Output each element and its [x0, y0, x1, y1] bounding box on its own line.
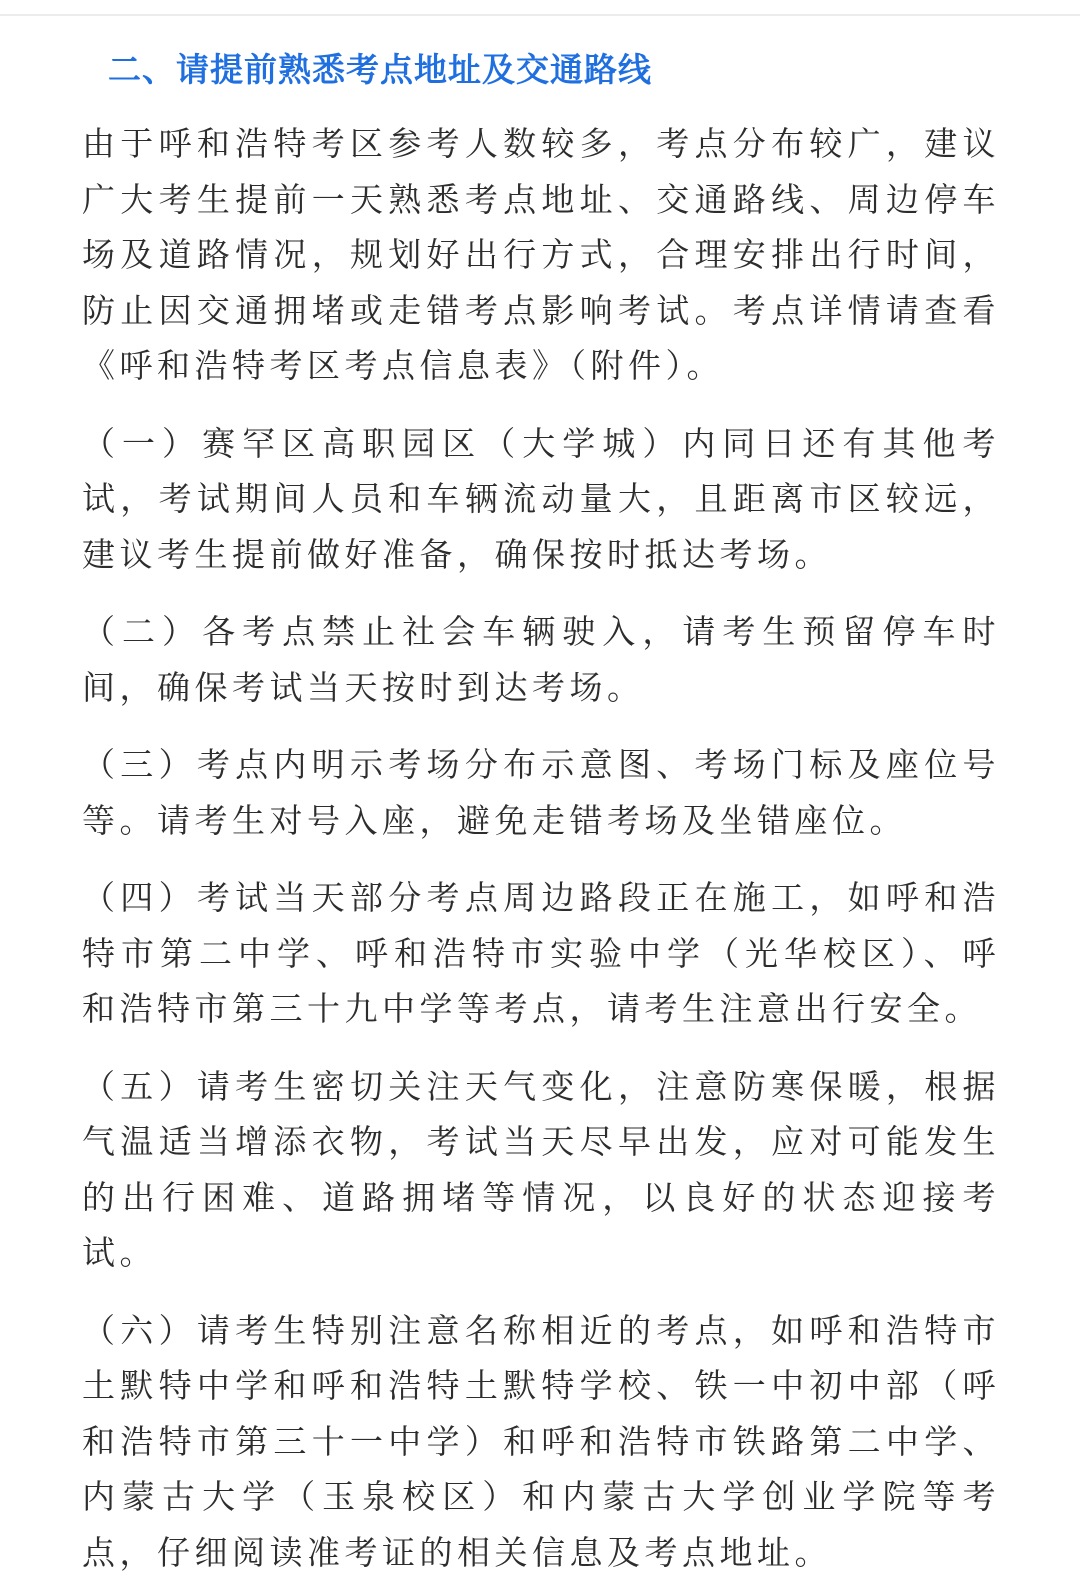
section-heading: 二、请提前熟悉考点地址及交通路线: [108, 40, 1000, 100]
notice-item-4: （四）考试当天部分考点周边路段正在施工，如呼和浩特市第二中学、呼和浩特市实验中学（光华校区）、呼和浩特市第三十九中学等考点，请考生注意出行安全。: [82, 870, 1000, 1037]
intro-paragraph: 由于呼和浩特考区参考人数较多，考点分布较广，建议广大考生提前一天熟悉考点地址、交通路线、周边停车场及道路情况，规划好出行方式，合理安排出行时间，防止因交通拥堵或走错考点影响考试。考点详情请查看《呼和浩特考区考点信息表》（附件）。: [82, 116, 1000, 394]
top-divider: [0, 14, 1080, 16]
notice-item-5: （五）请考生密切关注天气变化，注意防寒保暖，根据气温适当增添衣物，考试当天尽早出发，应对可能发生的出行困难、道路拥堵等情况，以良好的状态迎接考试。: [82, 1059, 1000, 1281]
notice-item-1: （一）赛罕区高职园区（大学城）内同日还有其他考试，考试期间人员和车辆流动量大，且距离市区较远，建议考生提前做好准备，确保按时抵达考场。: [82, 416, 1000, 583]
notice-item-2: （二）各考点禁止社会车辆驶入，请考生预留停车时间，确保考试当天按时到达考场。: [82, 604, 1000, 715]
article-body: [82, 40, 1000, 1580]
notice-item-6: （六）请考生特别注意名称相近的考点，如呼和浩特市土默特中学和呼和浩特土默特学校、铁一中初中部（呼和浩特市第三十一中学）和呼和浩特市铁路第二中学、内蒙古大学（玉泉校区）和内蒙古大学创业学院等考点，仔细阅读准考证的相关信息及考点地址。: [82, 1303, 1000, 1580]
notice-item-3: （三）考点内明示考场分布示意图、考场门标及座位号等。请考生对号入座，避免走错考场及坐错座位。: [82, 737, 1000, 848]
